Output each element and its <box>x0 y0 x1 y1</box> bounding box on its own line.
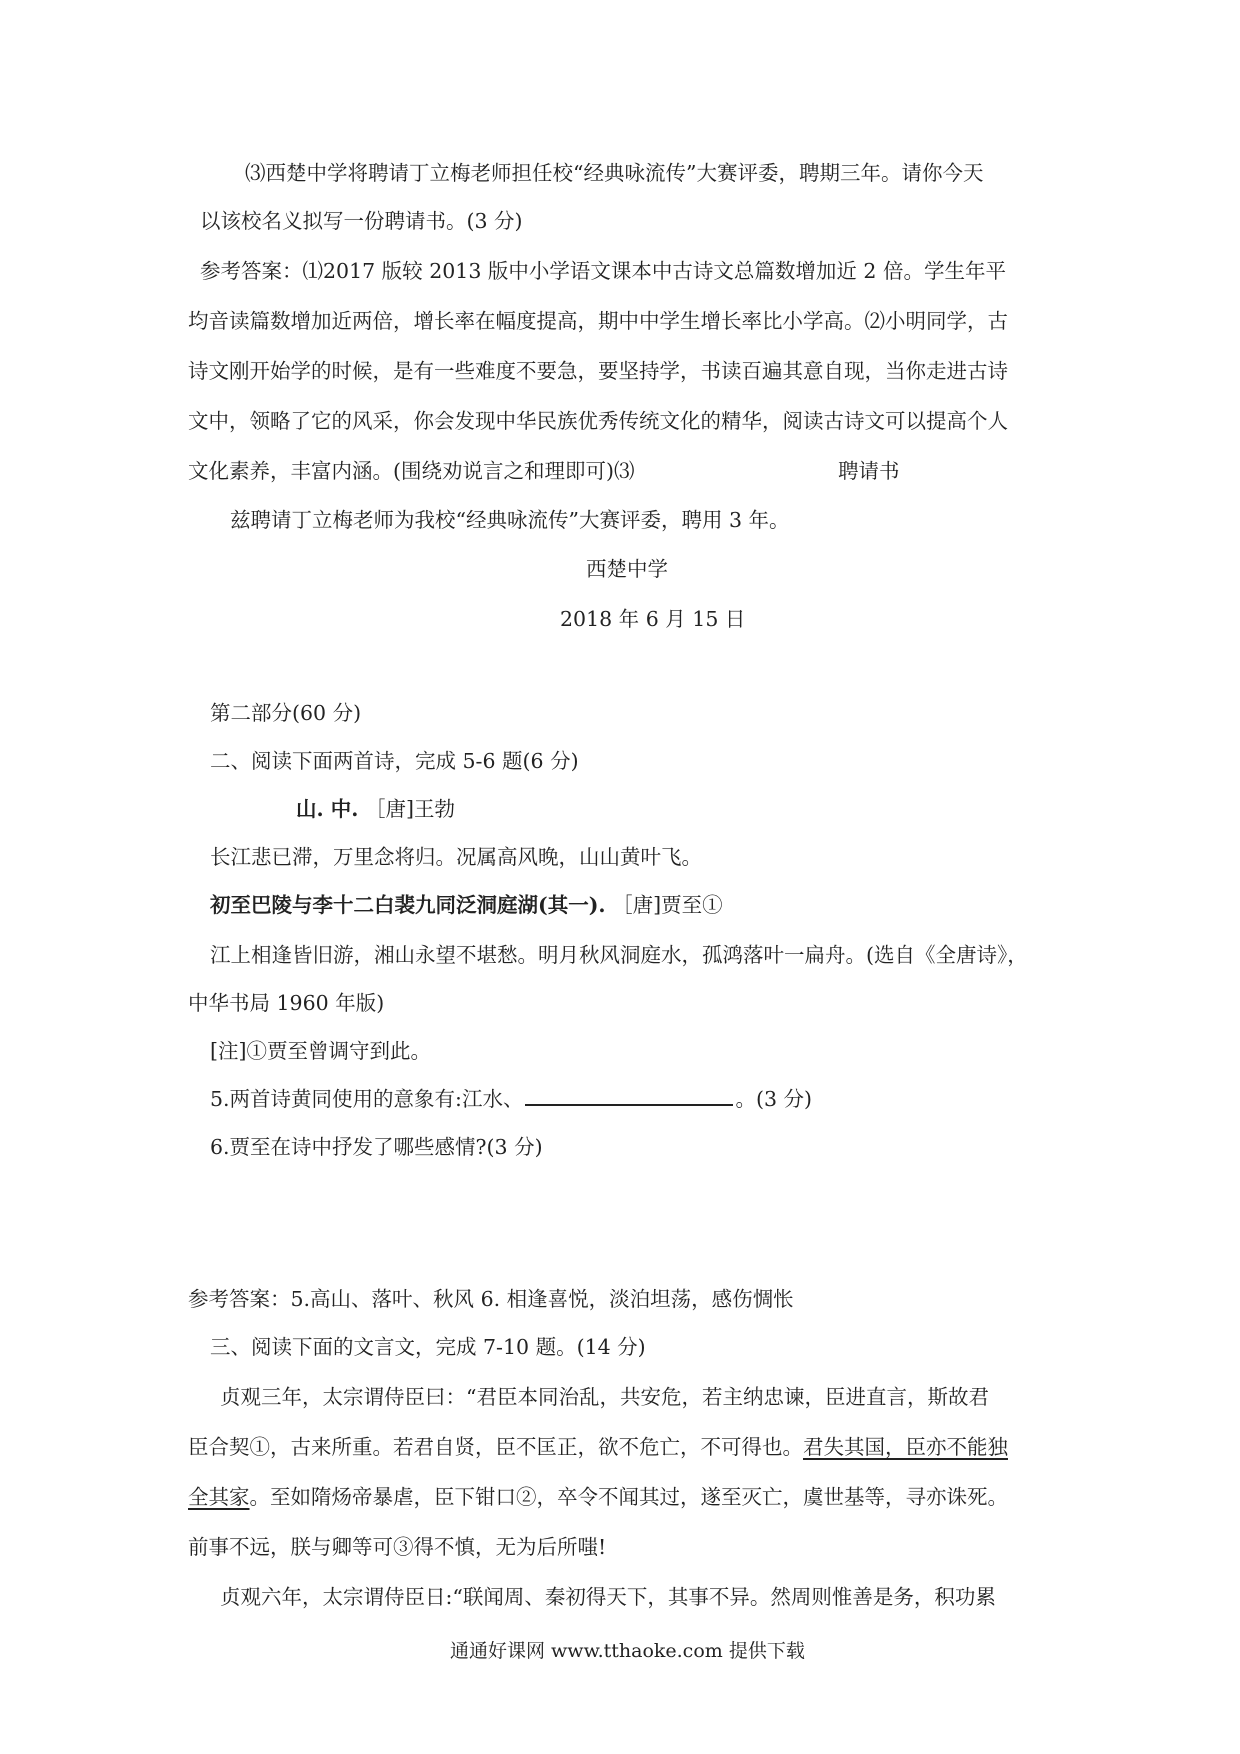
question-6: 6.贾至在诗中抒发了哪些感情?(3 分) <box>210 1135 543 1159</box>
answer1-line1: 参考答案：⑴2017 版较 2013 版中小学语文课本中古诗文总篇数增加近 2 倍。学生年平 <box>200 259 1006 283</box>
passage-underlined-sentence-part1: 君失其国，臣亦不能独 <box>803 1435 1008 1459</box>
answer1-line4: 文中，领略了它的风采，你会发现中华民族优秀传统文化的精华，阅读古诗文可以提高个人 <box>188 409 1008 433</box>
answer1-line5: 文化素养，丰富内涵。(围绕劝说言之和理即可)⑶ <box>188 459 635 483</box>
poem1-author: ［唐]王勃 <box>364 797 455 821</box>
question-5-after: 。(3 分) <box>735 1087 813 1111</box>
question-5 <box>210 1084 812 1114</box>
poem2-note: [注]①贾至曾调守到此。 <box>210 1039 431 1063</box>
section2-title: 二、阅读下面两首诗，完成 5-6 题(6 分) <box>210 749 579 773</box>
poem2-header <box>210 890 723 920</box>
poem2-text-line1: 江上相逢皆旧游，湘山永望不堪愁。明月秋风洞庭水，孤鸿落叶一扁舟。(选自《全唐诗》， <box>210 943 1028 967</box>
passage-p1-line1: 贞观三年，太宗谓侍臣曰：“君臣本同治乱，共安危，若主纳忠谏，臣进直言，斯故君 <box>220 1385 989 1409</box>
poem2-title: 初至巴陵与李十二白裴九同泛洞庭湖(其一). <box>210 893 606 917</box>
passage-p1-line3-plain: 。至如隋炀帝暴虐，臣下钳口②，卒令不闻其过，遂至灭亡，虞世基等，寻亦诛死。 <box>249 1485 1008 1509</box>
poem1-text: 长江悲已滞，万里念将归。况属高风晚，山山黄叶飞。 <box>210 845 702 869</box>
q3-prompt-line1: ⑶西楚中学将聘请丁立梅老师担任校“经典咏流传”大赛评委，聘期三年。请你今天 <box>245 161 984 185</box>
answer2: 参考答案：5.高山、落叶、秋风 6. 相逢喜悦，淡泊坦荡，感伤惆怅 <box>188 1287 794 1311</box>
question-5-before: 5.两首诗黄同使用的意象有:江水、 <box>210 1087 524 1111</box>
passage-underlined-sentence-part2: 全其家 <box>188 1485 250 1509</box>
answer1-line3: 诗文刚开始学的时候，是有一些难度不要急，要坚持学，书读百遍其意自现，当你走进古诗 <box>188 359 1008 383</box>
part2-heading: 第二部分(60 分) <box>210 701 362 725</box>
passage-p2-line1: 贞观六年，太宗谓侍臣日:“联闻周、秦初得天下，其事不异。然周则惟善是务，积功累 <box>220 1585 996 1609</box>
passage-p1-line3 <box>188 1482 1008 1512</box>
poem2-text-line2: 中华书局 1960 年版) <box>188 991 385 1015</box>
q3-prompt-line2: 以该校名义拟写一份聘请书。(3 分) <box>200 209 523 233</box>
passage-p1-line2 <box>188 1432 1008 1462</box>
section3-title: 三、阅读下面的文言文，完成 7-10 题。(14 分) <box>210 1335 646 1359</box>
letter-body: 兹聘请丁立梅老师为我校“经典咏流传”大赛评委，聘用 3 年。 <box>230 508 790 532</box>
poem1-title: 山. 中. <box>296 797 359 821</box>
letter-signature: 西楚中学 <box>586 557 668 581</box>
footer-watermark: 通通好课网 www.tthaoke.com 提供下载 <box>450 1640 805 1662</box>
answer-blank[interactable] <box>525 1084 733 1106</box>
passage-p1-line2-plain: 臣合契①，古来所重。若君自贤，臣不匡正，欲不危亡，不可得也。 <box>188 1435 803 1459</box>
poem1-header <box>296 794 455 824</box>
passage-p1-line4: 前事不远，朕与卿等可③得不慎，无为后所嗤! <box>188 1535 607 1559</box>
letter-date: 2018 年 6 月 15 日 <box>560 607 746 631</box>
poem2-author: ［唐]贾至① <box>612 893 723 917</box>
answer1-line2: 均音读篇数增加近两倍，增长率在幅度提高，期中中学生增长率比小学高。⑵小明同学，古 <box>188 309 1008 333</box>
letter-title: 聘请书 <box>838 459 900 483</box>
